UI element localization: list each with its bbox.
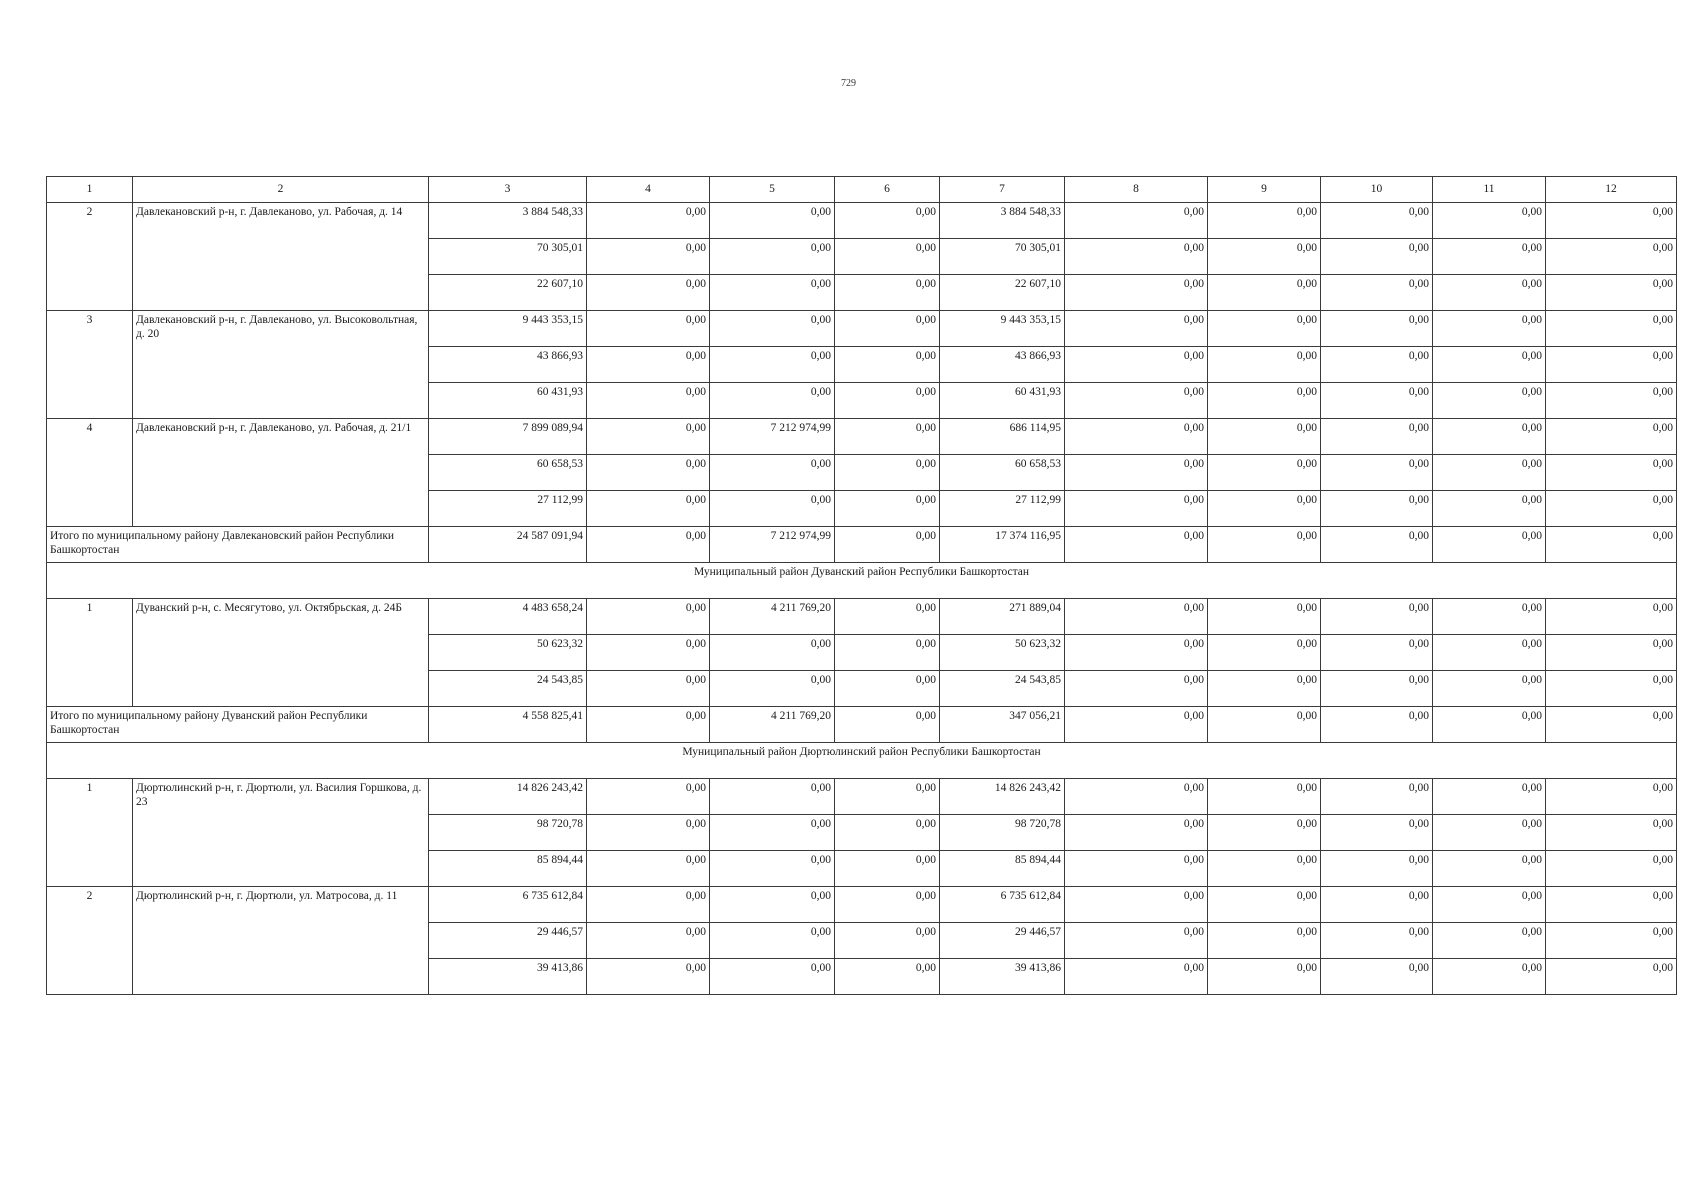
total-amount-cell: 24 587 091,94	[429, 527, 587, 563]
amount-cell: 0,00	[1546, 311, 1677, 347]
section-heading: Муниципальный район Дуванский район Республики Башкортостан	[47, 563, 1677, 599]
column-number-row	[47, 177, 1677, 203]
total-amount-cell: 0,00	[1321, 527, 1433, 563]
total-amount-cell: 0,00	[1065, 527, 1208, 563]
page-number: 729	[841, 78, 856, 89]
table-row	[47, 887, 1677, 923]
amount-cell: 50 623,32	[429, 635, 587, 671]
amount-cell: 9 443 353,15	[429, 311, 587, 347]
amount-cell: 0,00	[587, 383, 710, 419]
row-number-cell: 3	[47, 311, 133, 419]
amount-cell: 0,00	[1065, 203, 1208, 239]
amount-cell: 0,00	[1321, 275, 1433, 311]
row-number-cell: 2	[47, 887, 133, 995]
amount-cell: 0,00	[1208, 959, 1321, 995]
amount-cell: 0,00	[587, 671, 710, 707]
amount-cell: 39 413,86	[940, 959, 1065, 995]
amount-cell: 60 431,93	[940, 383, 1065, 419]
amount-cell: 0,00	[1065, 491, 1208, 527]
amount-cell: 0,00	[587, 347, 710, 383]
amount-cell: 0,00	[587, 815, 710, 851]
amount-cell: 3 884 548,33	[429, 203, 587, 239]
amount-cell: 0,00	[710, 491, 835, 527]
amount-cell: 0,00	[1321, 959, 1433, 995]
amount-cell: 4 211 769,20	[710, 599, 835, 635]
budget-table	[46, 176, 1677, 995]
address-cell: Дюртюлинский р-н, г. Дюртюли, ул. Матросова, д. 11	[133, 887, 429, 995]
amount-cell: 24 543,85	[429, 671, 587, 707]
amount-cell: 70 305,01	[940, 239, 1065, 275]
amount-cell: 0,00	[1208, 239, 1321, 275]
section-heading: Муниципальный район Дюртюлинский район Республики Башкортостан	[47, 743, 1677, 779]
table-header	[47, 177, 1677, 203]
amount-cell: 0,00	[835, 671, 940, 707]
amount-cell: 0,00	[1065, 455, 1208, 491]
table-row	[47, 311, 1677, 347]
amount-cell: 0,00	[1546, 275, 1677, 311]
amount-cell: 0,00	[1321, 419, 1433, 455]
amount-cell: 686 114,95	[940, 419, 1065, 455]
amount-cell: 98 720,78	[429, 815, 587, 851]
total-amount-cell: 0,00	[1546, 707, 1677, 743]
amount-cell: 0,00	[1065, 959, 1208, 995]
column-number-header: 3	[429, 177, 587, 203]
amount-cell: 0,00	[1321, 599, 1433, 635]
amount-cell: 60 431,93	[429, 383, 587, 419]
amount-cell: 0,00	[1321, 347, 1433, 383]
amount-cell: 0,00	[835, 275, 940, 311]
amount-cell: 0,00	[587, 599, 710, 635]
amount-cell: 0,00	[835, 347, 940, 383]
amount-cell: 0,00	[587, 635, 710, 671]
section-row	[47, 563, 1677, 599]
column-number-header: 6	[835, 177, 940, 203]
amount-cell: 0,00	[835, 491, 940, 527]
amount-cell: 0,00	[1321, 815, 1433, 851]
amount-cell: 0,00	[1433, 815, 1546, 851]
amount-cell: 0,00	[1433, 203, 1546, 239]
total-amount-cell: 0,00	[1433, 527, 1546, 563]
amount-cell: 0,00	[835, 419, 940, 455]
amount-cell: 0,00	[710, 455, 835, 491]
address-cell: Дуванский р-н, с. Месягутово, ул. Октябрьская, д. 24Б	[133, 599, 429, 707]
amount-cell: 0,00	[587, 239, 710, 275]
amount-cell: 0,00	[1065, 239, 1208, 275]
amount-cell: 0,00	[1208, 203, 1321, 239]
amount-cell: 0,00	[587, 419, 710, 455]
amount-cell: 0,00	[1065, 815, 1208, 851]
amount-cell: 0,00	[587, 491, 710, 527]
amount-cell: 0,00	[1065, 779, 1208, 815]
amount-cell: 85 894,44	[940, 851, 1065, 887]
address-cell: Давлекановский р-н, г. Давлеканово, ул. Высоковольтная, д. 20	[133, 311, 429, 419]
amount-cell: 0,00	[1433, 959, 1546, 995]
address-cell: Давлекановский р-н, г. Давлеканово, ул. Рабочая, д. 21/1	[133, 419, 429, 527]
total-row	[47, 527, 1677, 563]
amount-cell: 0,00	[710, 635, 835, 671]
amount-cell: 0,00	[1433, 923, 1546, 959]
amount-cell: 6 735 612,84	[429, 887, 587, 923]
amount-cell: 0,00	[587, 455, 710, 491]
amount-cell: 0,00	[1546, 347, 1677, 383]
amount-cell: 0,00	[1065, 851, 1208, 887]
amount-cell: 0,00	[1208, 923, 1321, 959]
column-number-header: 8	[1065, 177, 1208, 203]
table-row	[47, 419, 1677, 455]
amount-cell: 0,00	[1065, 347, 1208, 383]
amount-cell: 39 413,86	[429, 959, 587, 995]
amount-cell: 0,00	[1208, 599, 1321, 635]
total-amount-cell: 4 558 825,41	[429, 707, 587, 743]
amount-cell: 0,00	[1208, 851, 1321, 887]
amount-cell: 0,00	[835, 815, 940, 851]
total-amount-cell: 0,00	[1208, 707, 1321, 743]
amount-cell: 0,00	[1433, 239, 1546, 275]
amount-cell: 24 543,85	[940, 671, 1065, 707]
column-number-header: 9	[1208, 177, 1321, 203]
amount-cell: 0,00	[1546, 491, 1677, 527]
total-amount-cell: 0,00	[1321, 707, 1433, 743]
address-cell: Давлекановский р-н, г. Давлеканово, ул. Рабочая, д. 14	[133, 203, 429, 311]
amount-cell: 271 889,04	[940, 599, 1065, 635]
table-row	[47, 599, 1677, 635]
amount-cell: 0,00	[1433, 419, 1546, 455]
total-label: Итого по муниципальному району Дуванский район Республики Башкортостан	[47, 707, 429, 743]
column-number-header: 5	[710, 177, 835, 203]
address-cell: Дюртюлинский р-н, г. Дюртюли, ул. Василия Горшкова, д. 23	[133, 779, 429, 887]
amount-cell: 0,00	[1433, 671, 1546, 707]
amount-cell: 0,00	[1208, 275, 1321, 311]
amount-cell: 0,00	[835, 311, 940, 347]
column-number-header: 2	[133, 177, 429, 203]
amount-cell: 0,00	[1546, 887, 1677, 923]
amount-cell: 4 483 658,24	[429, 599, 587, 635]
total-amount-cell: 17 374 116,95	[940, 527, 1065, 563]
total-amount-cell: 0,00	[1433, 707, 1546, 743]
amount-cell: 0,00	[835, 599, 940, 635]
amount-cell: 0,00	[1321, 455, 1433, 491]
total-amount-cell: 0,00	[1546, 527, 1677, 563]
amount-cell: 0,00	[710, 779, 835, 815]
total-amount-cell: 347 056,21	[940, 707, 1065, 743]
amount-cell: 0,00	[1321, 851, 1433, 887]
amount-cell: 0,00	[835, 239, 940, 275]
amount-cell: 60 658,53	[429, 455, 587, 491]
amount-cell: 0,00	[1065, 671, 1208, 707]
amount-cell: 0,00	[1433, 347, 1546, 383]
amount-cell: 0,00	[1546, 383, 1677, 419]
amount-cell: 0,00	[1065, 311, 1208, 347]
amount-cell: 0,00	[1433, 851, 1546, 887]
amount-cell: 0,00	[1546, 815, 1677, 851]
row-number-cell: 1	[47, 599, 133, 707]
amount-cell: 70 305,01	[429, 239, 587, 275]
amount-cell: 0,00	[1065, 923, 1208, 959]
column-number-header: 4	[587, 177, 710, 203]
amount-cell: 0,00	[587, 203, 710, 239]
amount-cell: 0,00	[1321, 239, 1433, 275]
amount-cell: 0,00	[710, 815, 835, 851]
amount-cell: 0,00	[1065, 383, 1208, 419]
amount-cell: 0,00	[835, 851, 940, 887]
amount-cell: 0,00	[710, 347, 835, 383]
amount-cell: 0,00	[1546, 959, 1677, 995]
amount-cell: 0,00	[1546, 851, 1677, 887]
amount-cell: 0,00	[1208, 455, 1321, 491]
amount-cell: 85 894,44	[429, 851, 587, 887]
amount-cell: 43 866,93	[429, 347, 587, 383]
amount-cell: 6 735 612,84	[940, 887, 1065, 923]
amount-cell: 22 607,10	[429, 275, 587, 311]
amount-cell: 0,00	[835, 959, 940, 995]
amount-cell: 0,00	[1321, 671, 1433, 707]
amount-cell: 0,00	[1433, 491, 1546, 527]
amount-cell: 0,00	[1433, 275, 1546, 311]
amount-cell: 0,00	[710, 203, 835, 239]
amount-cell: 14 826 243,42	[429, 779, 587, 815]
amount-cell: 0,00	[587, 959, 710, 995]
amount-cell: 0,00	[1321, 491, 1433, 527]
amount-cell: 0,00	[1546, 203, 1677, 239]
total-amount-cell: 0,00	[835, 707, 940, 743]
amount-cell: 0,00	[1546, 671, 1677, 707]
amount-cell: 98 720,78	[940, 815, 1065, 851]
amount-cell: 0,00	[835, 383, 940, 419]
amount-cell: 0,00	[587, 887, 710, 923]
row-number-cell: 4	[47, 419, 133, 527]
amount-cell: 27 112,99	[940, 491, 1065, 527]
amount-cell: 0,00	[1433, 455, 1546, 491]
amount-cell: 0,00	[1321, 887, 1433, 923]
total-amount-cell: 0,00	[587, 707, 710, 743]
amount-cell: 0,00	[1433, 887, 1546, 923]
amount-cell: 0,00	[1546, 599, 1677, 635]
amount-cell: 0,00	[710, 671, 835, 707]
amount-cell: 7 899 089,94	[429, 419, 587, 455]
total-amount-cell: 0,00	[835, 527, 940, 563]
amount-cell: 0,00	[1065, 635, 1208, 671]
amount-cell: 0,00	[710, 959, 835, 995]
amount-cell: 0,00	[835, 455, 940, 491]
amount-cell: 9 443 353,15	[940, 311, 1065, 347]
row-number-cell: 2	[47, 203, 133, 311]
amount-cell: 0,00	[1065, 419, 1208, 455]
amount-cell: 0,00	[1208, 311, 1321, 347]
amount-cell: 0,00	[1208, 419, 1321, 455]
amount-cell: 3 884 548,33	[940, 203, 1065, 239]
amount-cell: 43 866,93	[940, 347, 1065, 383]
amount-cell: 0,00	[1433, 779, 1546, 815]
amount-cell: 0,00	[835, 779, 940, 815]
amount-cell: 0,00	[1546, 455, 1677, 491]
column-number-header: 12	[1546, 177, 1677, 203]
total-amount-cell: 4 211 769,20	[710, 707, 835, 743]
amount-cell: 0,00	[587, 779, 710, 815]
amount-cell: 0,00	[1433, 635, 1546, 671]
column-number-header: 11	[1433, 177, 1546, 203]
table-row	[47, 779, 1677, 815]
amount-cell: 27 112,99	[429, 491, 587, 527]
amount-cell: 0,00	[1208, 635, 1321, 671]
table-row	[47, 203, 1677, 239]
total-amount-cell: 7 212 974,99	[710, 527, 835, 563]
amount-cell: 50 623,32	[940, 635, 1065, 671]
amount-cell: 0,00	[710, 275, 835, 311]
total-amount-cell: 0,00	[587, 527, 710, 563]
amount-cell: 0,00	[710, 851, 835, 887]
amount-cell: 29 446,57	[429, 923, 587, 959]
amount-cell: 0,00	[1208, 815, 1321, 851]
amount-cell: 0,00	[710, 923, 835, 959]
amount-cell: 0,00	[1546, 239, 1677, 275]
amount-cell: 0,00	[1065, 887, 1208, 923]
amount-cell: 0,00	[1208, 347, 1321, 383]
total-amount-cell: 0,00	[1065, 707, 1208, 743]
amount-cell: 0,00	[710, 311, 835, 347]
amount-cell: 0,00	[587, 311, 710, 347]
amount-cell: 14 826 243,42	[940, 779, 1065, 815]
amount-cell: 0,00	[1546, 635, 1677, 671]
amount-cell: 0,00	[1321, 923, 1433, 959]
section-row	[47, 743, 1677, 779]
amount-cell: 0,00	[710, 239, 835, 275]
amount-cell: 0,00	[1321, 779, 1433, 815]
amount-cell: 0,00	[835, 887, 940, 923]
amount-cell: 0,00	[587, 851, 710, 887]
amount-cell: 0,00	[1433, 383, 1546, 419]
amount-cell: 0,00	[1208, 491, 1321, 527]
amount-cell: 0,00	[587, 275, 710, 311]
amount-cell: 0,00	[1321, 635, 1433, 671]
amount-cell: 0,00	[1065, 599, 1208, 635]
amount-cell: 0,00	[1546, 419, 1677, 455]
amount-cell: 0,00	[1546, 923, 1677, 959]
column-number-header: 7	[940, 177, 1065, 203]
amount-cell: 0,00	[710, 887, 835, 923]
amount-cell: 22 607,10	[940, 275, 1065, 311]
total-label: Итого по муниципальному району Давлекановский район Республики Башкортостан	[47, 527, 429, 563]
column-number-header: 10	[1321, 177, 1433, 203]
amount-cell: 0,00	[1065, 275, 1208, 311]
amount-cell: 0,00	[835, 203, 940, 239]
amount-cell: 60 658,53	[940, 455, 1065, 491]
row-number-cell: 1	[47, 779, 133, 887]
amount-cell: 0,00	[587, 923, 710, 959]
amount-cell: 0,00	[1208, 779, 1321, 815]
table-body	[47, 203, 1677, 995]
amount-cell: 29 446,57	[940, 923, 1065, 959]
total-amount-cell: 0,00	[1208, 527, 1321, 563]
amount-cell: 0,00	[1321, 311, 1433, 347]
amount-cell: 0,00	[1208, 887, 1321, 923]
amount-cell: 0,00	[1208, 671, 1321, 707]
amount-cell: 7 212 974,99	[710, 419, 835, 455]
amount-cell: 0,00	[1208, 383, 1321, 419]
amount-cell: 0,00	[1321, 383, 1433, 419]
column-number-header: 1	[47, 177, 133, 203]
amount-cell: 0,00	[710, 383, 835, 419]
amount-cell: 0,00	[835, 923, 940, 959]
amount-cell: 0,00	[835, 635, 940, 671]
total-row	[47, 707, 1677, 743]
amount-cell: 0,00	[1433, 311, 1546, 347]
amount-cell: 0,00	[1321, 203, 1433, 239]
amount-cell: 0,00	[1546, 779, 1677, 815]
amount-cell: 0,00	[1433, 599, 1546, 635]
